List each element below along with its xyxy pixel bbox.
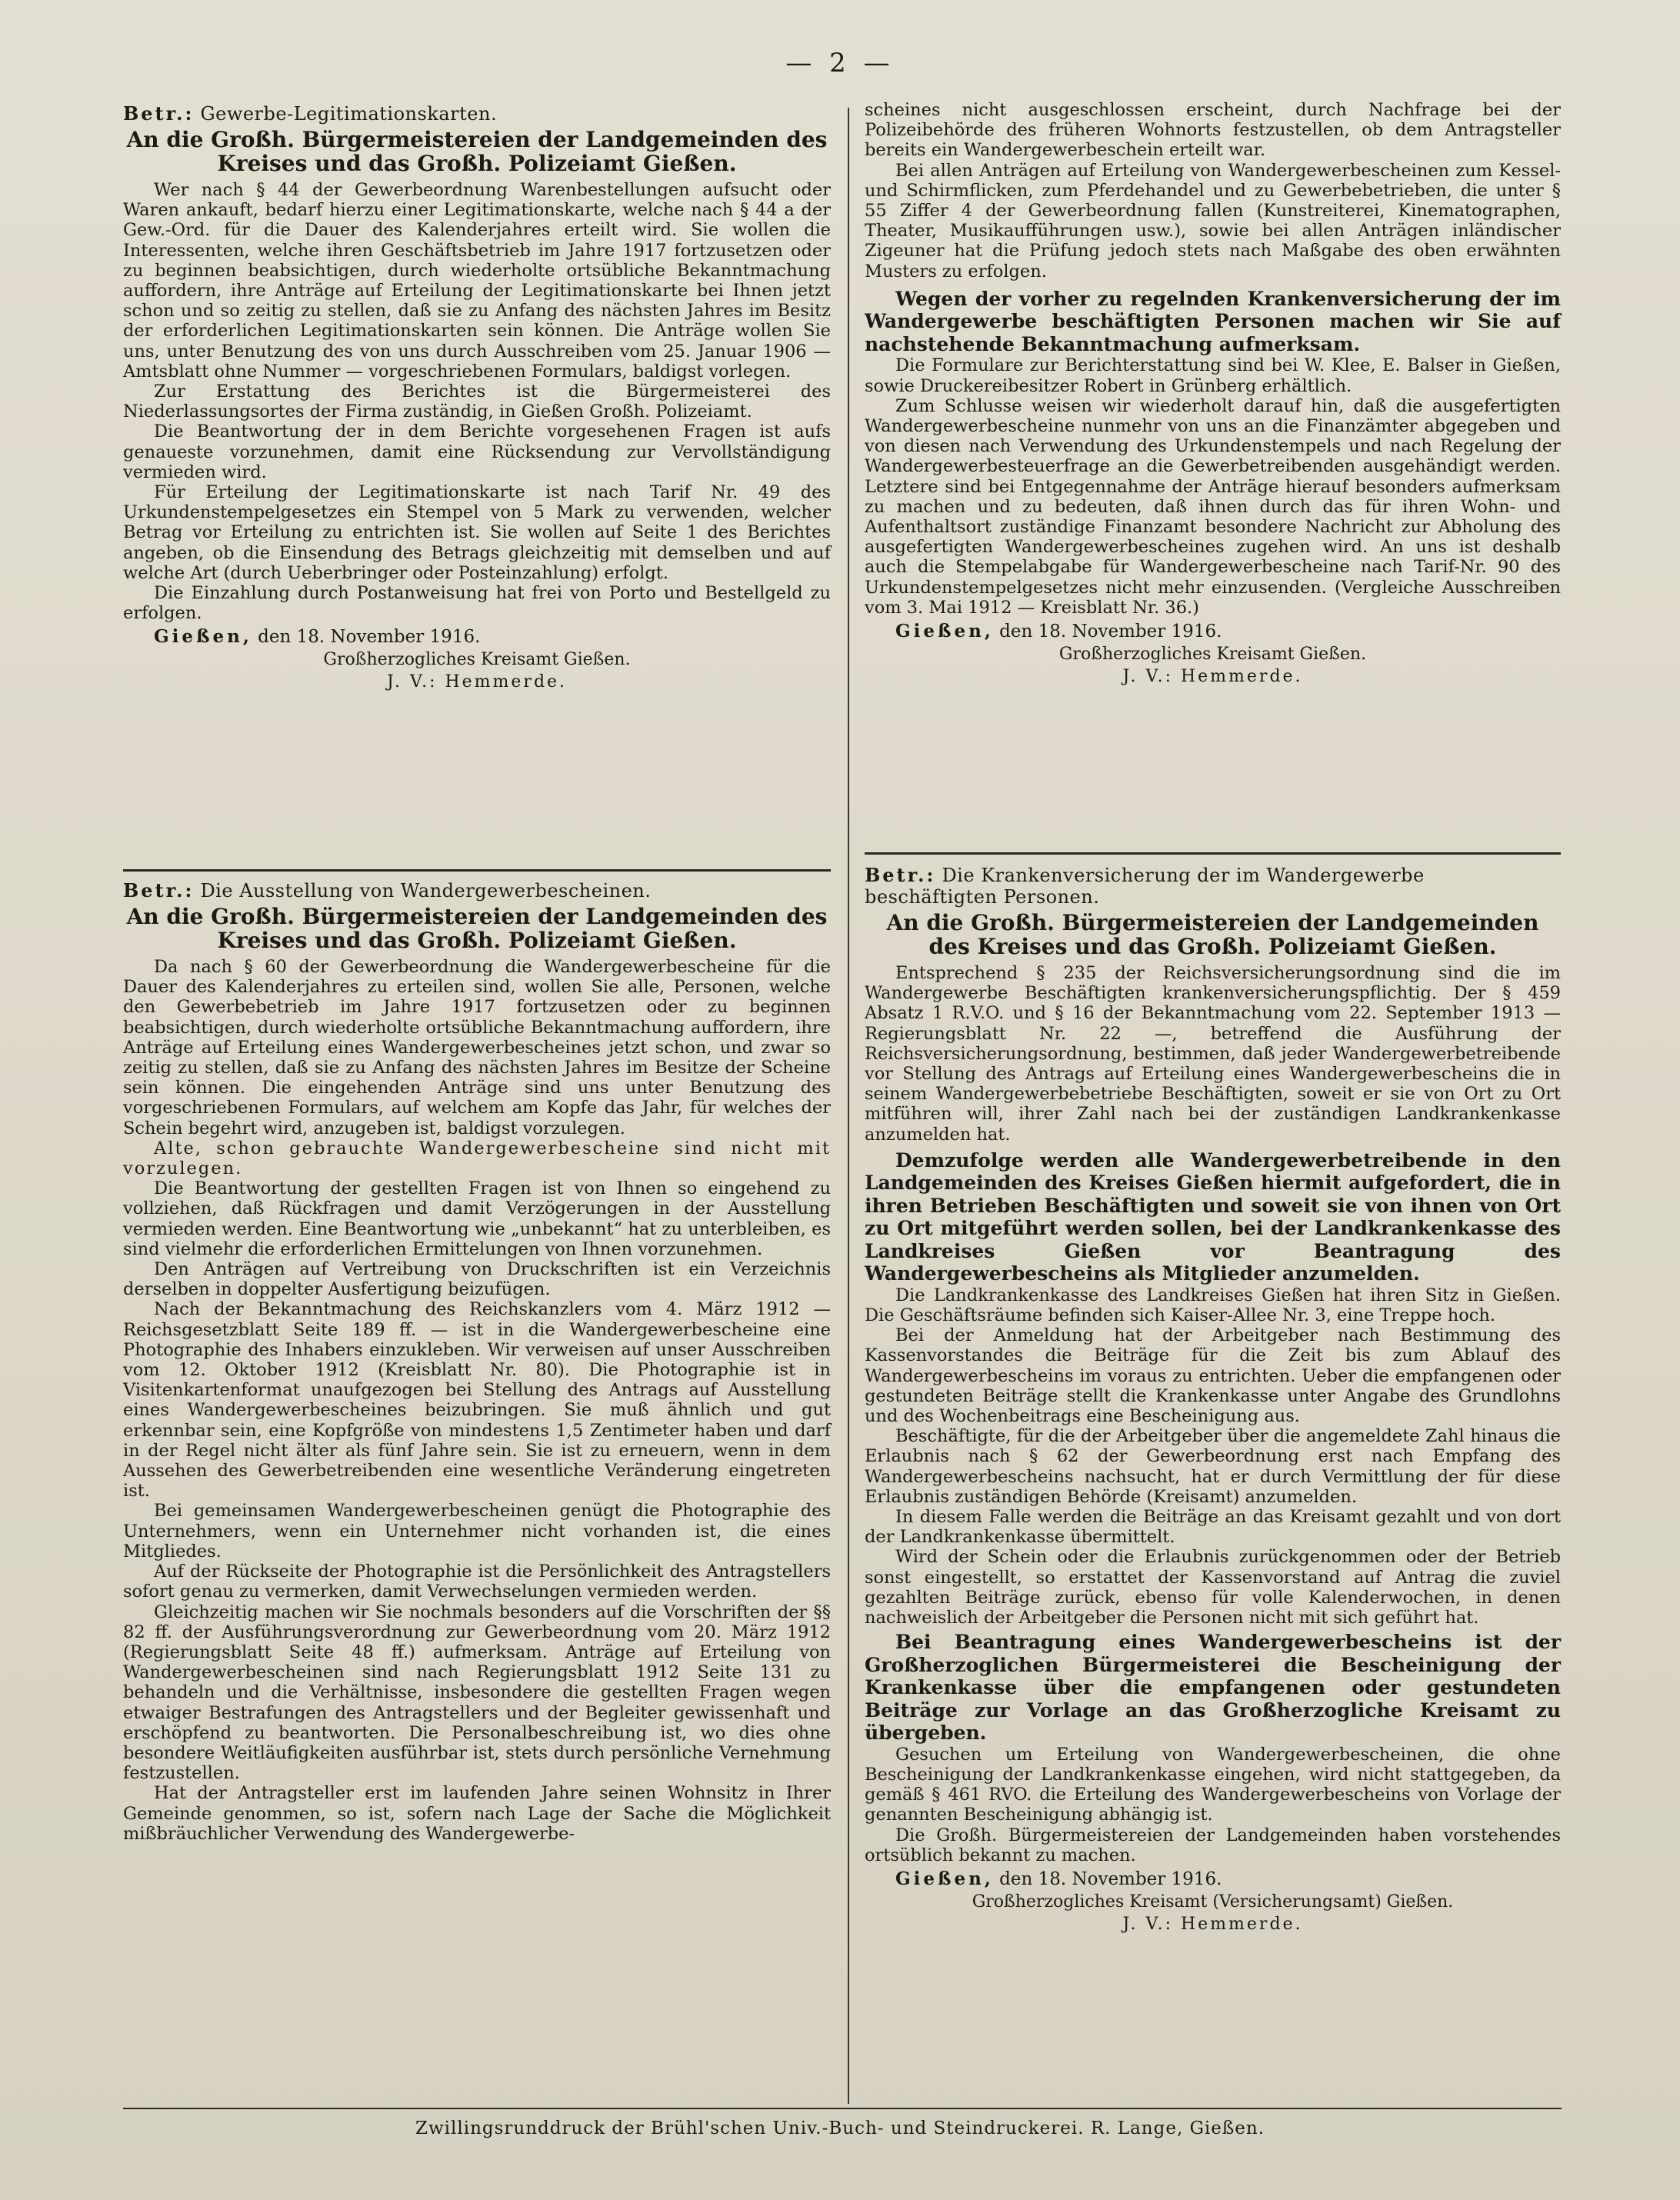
article-paragraph: Gesuchen um Erteilung von Wandergewerbescheinen, die ohne Bescheinigung der Landkrankenkasse eingehen, wird nicht stattgegeben, da gemäß § 461 RVO. die Erteilung des Wandergewerbescheins von Vorlage der genannten Bescheinigung abhängig ist. (865, 1744, 1561, 1825)
article-paragraph: Alte, schon gebrauchte Wandergewerbescheine sind nicht mit vorzulegen. (123, 1138, 831, 1179)
article-krankenversicherung (865, 865, 1561, 1935)
signature: J. V.: Hemmerde. (386, 672, 568, 692)
article-paragraph: Beschäftigte, für die der Arbeitgeber über die angemeldete Zahl hinaus die Erlaubnis nach § 62 der Gewerbeordnung erst nach Empfang des Wandergewerbescheins nachsucht, hat er durch Vermittlung der für diese Erlaubnis zuständigen Behörde (Kreisamt) anzumelden. (865, 1426, 1561, 1507)
article-paragraph: Nach der Bekanntmachung des Reichskanzlers vom 4. März 1912 — Reichsgesetzblatt Seite 189 ff. — ist in die Wandergewerbescheine eine Photographie des Inhabers einzukleben. Wir verweisen auf unser Ausschreiben vom 12. Oktober 1912 (Kreisblatt Nr. 80). Die Photographie ist in Visitenkartenformat unaufgezogen bei Stellung des Antrags auf Ausstellung eines Wandergewerbescheines beizubringen. Sie muß ähnlich und gut erkennbar sein, eine Kopfgröße von mindestens 1,5 Zentimeter haben und darf in der Regel nicht älter als fünf Jahre sein. Sie ist zu erneuern, wenn in dem Aussehen des Gewerbetreibenden eine wesentliche Veränderung eingetreten ist. (123, 1299, 831, 1502)
article-paragraph: Da nach § 60 der Gewerbeordnung die Wandergewerbescheine für die Dauer des Kalenderjahres zu erteilen sind, wollen Sie alle, Personen, welche den Gewerbebetrieb im Jahre 1917 fortzusetzen oder zu beginnen beabsichtigen, durch wiederholte ortsübliche Bekanntmachung auffordern, ihre Anträge auf Erteilung eines Wandergewerbescheines jetzt schon, und zwar so zeitig zu stellen, daß sie zu Anfang des nächsten Jahres im Besitze der Scheine sein können. Die eingehenden Anträge sind uns unter Benutzung des vorgeschriebenen Formulars, auf welchem am Kopfe das Jahr, für welches der Schein begehrt wird, anzugeben ist, baldigst vorzulegen. (123, 957, 831, 1138)
article-paragraph: Hat der Antragsteller erst im laufenden Jahre seinen Wohnsitz in Ihrer Gemeinde genommen, so ist, sofern nach Lage der Sache die Möglichkeit mißbräuchlicher Verwendung des Wandergewerbe- (123, 1783, 831, 1844)
footer-rule (123, 2108, 1562, 2109)
article-paragraph: Bei der Anmeldung hat der Arbeitgeber nach Bestimmung des Kassenvorstandes die Beiträge für die Zeit bis zum Ablauf des Wandergewerbescheins im voraus zu entrichten. Ueber die empfangenen oder gestundeten Beiträge stellt die Krankenkasse unter Angabe des Grundlohns und des Wochenbeitrags eine Bescheinigung aus. (865, 1325, 1561, 1427)
article-notice-bold: Wegen der vorher zu regelnden Krankenversicherung der im Wandergewerbe beschäftigten Personen machen wir Sie auf nachstehende Bekanntmachung aufmerksam. (865, 287, 1561, 355)
article-paragraph: Für Erteilung der Legitimationskarte ist nach Tarif Nr. 49 des Urkundenstempelgesetzes ein Stempel von 5 Mark zu verwenden, welcher Betrag vor Erteilung zu entrichten ist. Sie wollen auf Seite 1 des Berichtes angeben, ob die Einsendung des Betrags gleichzeitig mit demselben und auf welche Art (durch Ueberbringer oder Posteinzahlung) erfolgt. (123, 482, 831, 583)
article-subject (123, 880, 831, 902)
article-paragraph: In diesem Falle werden die Beiträge an das Kreisamt gezahlt und von dort der Landkrankenkasse übermittelt. (865, 1507, 1561, 1548)
article-paragraph: scheines nicht ausgeschlossen erscheint, durch Nachfrage bei der Polizeibehörde des früheren Wohnorts festzustellen, ob dem Antragsteller bereits ein Wandergewerbeschein erteilt war. (865, 100, 1561, 161)
article-paragraph: Zur Erstattung des Berichtes ist die Bürgermeisterei des Niederlassungsortes der Firma zuständig, in Gießen Großh. Polizeiamt. (123, 382, 831, 422)
column-divider (848, 108, 849, 2104)
article-paragraph: Wer nach § 44 der Gewerbeordnung Warenbestellungen aufsucht oder Waren ankauft, bedarf hierzu einer Legitimationskarte, welche nach § 44 a der Gew.-Ord. für die Dauer des Kalenderjahres erteilt wird. Sie wollen die Interessenten, welche ihren Geschäftsbetrieb im Jahre 1917 fortzusetzen oder zu beginnen beabsichtigen, durch wiederholte ortsübliche Bekanntmachung auffordern, ihre Anträge auf Erteilung der Legitimationskarte bei Ihnen jetzt schon und so zeitig zu stellen, daß sie zu Anfang des nächsten Jahres im Besitz der erforderlichen Legitimationskarten sein können. Die Anträge wollen Sie uns, unter Benutzung des von uns durch Ausschreiben vom 25. Januar 1906 — Amtsblatt ohne Nummer — vorgeschriebenen Formulars, baldigst vorlegen. (123, 180, 831, 382)
dateline-date: den 18. November 1916. (258, 627, 481, 648)
article-paragraph: Entsprechend § 235 der Reichsversicherungsordnung sind die im Wandergewerbe Beschäftigten krankenversicherungspflichtig. Der § 459 Absatz 1 R.V.O. und § 16 der Bekanntmachung vom 22. September 1913 — Regierungsblatt Nr. 22 —, betreffend die Ausführung der Reichsversicherungsordnung, bestimmen, daß jeder Wandergewerbetreibende vor Stellung des Antrags auf Erteilung eines Wandergewerbescheins die in seinem Wandergewerbebetriebe Beschäftigten, soweit er sie von Ort zu Ort mitführen will, ihrer Zahl nach bei der zuständigen Landkrankenkasse anzumelden hat. (865, 963, 1561, 1145)
dateline-place: Gießen, (895, 620, 994, 642)
article-subject (865, 865, 1561, 908)
issuing-authority: Großherzogliches Kreisamt (Versicherungsamt) Gießen. (972, 1892, 1454, 1912)
article-wandergewerbescheine-continued (865, 100, 1561, 687)
article-subject (123, 103, 831, 125)
section-rule (123, 869, 831, 872)
subject-label: Betr.: (865, 864, 936, 886)
page-number: — 2 — (785, 48, 895, 78)
article-paragraph: Zum Schlusse weisen wir wiederholt darauf hin, daß die ausgefertigten Wandergewerbescheine nunmehr von uns an die Finanzämter abgegeben und von diesen nach Verwendung des Urkundenstempels und nach Regelung der Wandergewerbesteuerfrage an die Gewerbetreibenden ausgehändigt werden. Letztere sind bei Entgegennahme der Anträge hierauf besonders aufmerksam zu machen und zu bedeuten, daß ihnen durch das für ihren Wohn- und Aufenthaltsort zuständige Finanzamt besondere Nachricht zur Abholung des ausgefertigten Wandergewerbescheines zugehen wird. An uns ist deshalb auch die Stempelabgabe für Wandergewerbescheine nach Tarif-Nr. 90 des Urkundenstempelgesetzes nicht mehr einzusenden. (Vergleiche Ausschreiben vom 3. Mai 1912 — Kreisblatt Nr. 36.) (865, 395, 1561, 618)
article-notice-bold: Bei Beantragung eines Wandergewerbescheins ist der Großherzoglichen Bürgermeisterei die Bescheinigung der Krankenkasse über die empfangenen oder gestundeten Beiträge zur Vorlage an das Großherzogliche Kreisamt zu übergeben. (865, 1631, 1561, 1745)
printer-imprint: Zwillingsrunddruck der Brühl'schen Univ.-Buch- und Steindruckerei. R. Lange, Gießen. (415, 2118, 1265, 2138)
issuing-authority: Großherzogliches Kreisamt Gießen. (323, 650, 631, 670)
article-paragraph: Auf der Rückseite der Photographie ist die Persönlichkeit des Antragstellers sofort genau zu vermerken, damit Verwechselungen vermieden werden. (123, 1562, 831, 1602)
dateline-date: den 18. November 1916. (999, 621, 1222, 642)
subject-text: Die Krankenversicherung der im Wandergewerbe beschäftigten Personen. (865, 865, 1425, 908)
article-wandergewerbescheine (123, 880, 831, 1844)
issuing-authority: Großherzogliches Kreisamt Gießen. (1058, 644, 1367, 664)
dateline-place: Gießen, (895, 1868, 994, 1889)
dateline-place: Gießen, (154, 626, 252, 648)
signature: J. V.: Hemmerde. (1122, 666, 1303, 686)
subject-text: Gewerbe-Legitimationskarten. (200, 103, 498, 125)
dateline (865, 1868, 1561, 1890)
article-address: An die Großh. Bürgermeistereien der Landgemeinden des Kreises und das Großh. Polizeiamt Gießen. (886, 910, 1539, 959)
article-paragraph: Gleichzeitig machen wir Sie nochmals besonders auf die Vorschriften der §§ 82 ff. der Ausführungsverordnung zur Gewerbeordnung vom 20. März 1912 (Regierungsblatt Seite 48 ff.) aufmerksam. Anträge auf Erteilung von Wandergewerbescheinen sind nach Regierungsblatt 1912 Seite 131 zu behandeln und die Verhältnisse, insbesondere die gestellten Fragen wegen etwaiger Bestrafungen des Antragstellers und der Begleiter gewissenhaft und erschöpfend zu beantworten. Die Personalbeschreibung ist, wo dies ohne besondere Weitläufigkeiten ausführbar ist, stets durch persönliche Vernehmung festzustellen. (123, 1602, 831, 1784)
subject-label: Betr.: (123, 102, 195, 125)
subject-text: Die Ausstellung von Wandergewerbescheinen. (200, 880, 652, 902)
article-paragraph: Wird der Schein oder die Erlaubnis zurückgenommen oder der Betrieb sonst eingestellt, so erstattet der Kassenvorstand auf Antrag die zuviel gezahlten Beiträge zurück, ebenso für volle Kalenderwochen, in denen nachweislich der Arbeitgeber die Personen nicht mit sich geführt hat. (865, 1547, 1561, 1628)
article-legitimationskarten (123, 103, 831, 692)
article-paragraph: Die Landkrankenkasse des Landkreises Gießen hat ihren Sitz in Gießen. Die Geschäftsräume befinden sich Kaiser-Allee Nr. 3, eine Treppe hoch. (865, 1285, 1561, 1326)
article-paragraph: Die Formulare zur Berichterstattung sind bei W. Klee, E. Balser in Gießen, sowie Druckereibesitzer Robert in Grünberg erhältlich. (865, 355, 1561, 396)
section-rule (865, 852, 1561, 855)
dateline (123, 626, 831, 648)
article-paragraph: Bei gemeinsamen Wandergewerbescheinen genügt die Photographie des Unternehmers, wenn ein Unternehmer nicht vorhanden ist, die eines Mitgliedes. (123, 1501, 831, 1562)
article-paragraph: Den Anträgen auf Vertreibung von Druckschriften ist ein Verzeichnis derselben in doppelter Ausfertigung beizufügen. (123, 1259, 831, 1300)
signature: J. V.: Hemmerde. (1122, 1915, 1303, 1934)
article-paragraph: Die Einzahlung durch Postanweisung hat frei von Porto und Bestellgeld zu erfolgen. (123, 583, 831, 624)
dateline-date: den 18. November 1916. (999, 1869, 1222, 1889)
article-notice-bold: Demzufolge werden alle Wandergewerbetreibende in den Landgemeinden des Kreises Gießen hiermit aufgefordert, die in ihren Betrieben Beschäftigten und soweit sie von ihnen von Ort zu Ort mitgeführt werden sollen, bei der Landkrankenkasse des Landkreises Gießen vor Beantragung des Wandergewerbescheins als Mitglieder anzumelden. (865, 1148, 1561, 1285)
article-address: An die Großh. Bürgermeistereien der Landgemeinden des Kreises und das Großh. Polizeiamt Gießen. (126, 127, 828, 176)
subject-label: Betr.: (123, 879, 195, 902)
dateline (865, 621, 1561, 642)
article-paragraph: Die Beantwortung der gestellten Fragen ist von Ihnen so eingehend zu vollziehen, daß Rückfragen und damit Verzögerungen in der Ausstellung vermieden werden. Eine Beantwortung wie „unbekannt“ hat zu unterbleiben, es sind vielmehr die erforderlichen Ermittelungen von Ihnen vorzunehmen. (123, 1178, 831, 1259)
article-paragraph: Die Großh. Bürgermeistereien der Landgemeinden haben vorstehendes ortsüblich bekannt zu machen. (865, 1825, 1561, 1865)
article-address: An die Großh. Bürgermeistereien der Landgemeinden des Kreises und das Großh. Polizeiamt Gießen. (126, 904, 828, 953)
article-paragraph: Die Beantwortung der in dem Berichte vorgesehenen Fragen ist aufs genaueste vorzunehmen, damit eine Rücksendung zur Vervollständigung vermieden wird. (123, 422, 831, 482)
article-paragraph: Bei allen Anträgen auf Erteilung von Wandergewerbescheinen zum Kessel- und Schirmflicken, zum Pferdehandel und zu Gewerbebetrieben, die unter § 55 Ziffer 4 der Gewerbeordnung fallen (Kunstreiterei, Kinematographen, Theater, Musikaufführungen usw.), sowie bei allen Anträgen inländischer Zigeuner hat die Prüfung jedoch stets nach Maßgabe des oben erwähnten Musters zu erfolgen. (865, 160, 1561, 282)
